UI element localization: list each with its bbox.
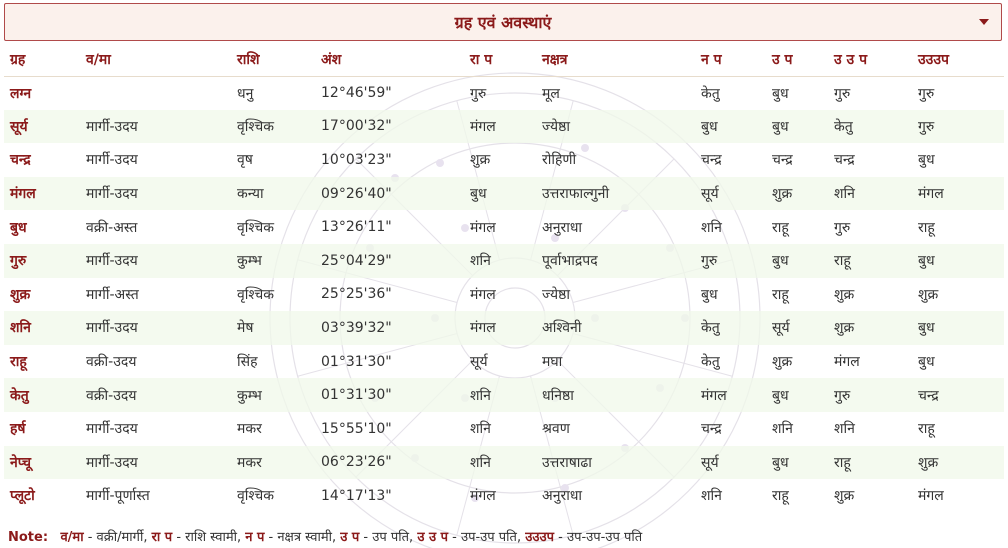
table-row [4,177,1004,211]
table-row [4,278,1004,312]
note-text: - उप-उप-उप पति [554,530,643,545]
col-header-nakshatra-lord: न प [701,51,722,68]
note-legend [8,527,642,545]
cell-motion: मार्गी-पूर्णास्त [86,488,150,505]
cell-sub-sub-sub-lord: मंगल [918,488,944,505]
cell-motion: मार्गी-उदय [86,118,138,135]
cell-sign: धनु [237,85,254,102]
panel-title: ग्रह एवं अवस्थाएं [454,13,552,32]
cell-sub-sub-sub-lord: राहू [918,421,935,438]
cell-nakshatra: मघा [542,354,563,371]
cell-sign: वृश्चिक [237,286,275,303]
cell-sub-sub-lord: शुक्र [834,488,855,505]
table-row [4,244,1004,278]
cell-sub-sub-sub-lord: गुरु [918,85,935,102]
cell-sub-sub-sub-lord: राहू [918,219,935,236]
cell-motion: मार्गी-अस्त [86,286,139,303]
note-key: रा प [151,530,173,545]
cell-degree: 03°39'32" [321,319,392,336]
cell-sign: मकर [237,454,262,471]
col-header-sub-lord: उ प [772,51,793,68]
col-header-nakshatra: नक्षत्र [542,51,568,68]
table-row [4,345,1004,379]
cell-sub-sub-lord: चन्द्र [834,152,855,169]
cell-planet: प्लूटो [10,488,35,505]
cell-sign-lord: मंगल [470,219,496,236]
cell-degree: 17°00'32" [321,118,392,135]
note-label: Note: [8,530,49,545]
cell-nakshatra: ज्येष्ठा [542,286,570,303]
cell-planet: राहू [10,354,27,371]
cell-nakshatra: रोहिणी [542,152,577,169]
cell-sub-sub-sub-lord: मंगल [918,186,944,203]
cell-motion: मार्गी-उदय [86,152,138,169]
cell-sign: मेष [237,320,254,337]
cell-sign-lord: मंगल [470,488,496,505]
caret-down-icon[interactable] [979,19,989,25]
table-row [4,378,1004,412]
table-row [4,311,1004,345]
cell-degree: 12°46'59" [321,85,392,102]
note-key: उउउप [525,530,554,545]
cell-sign-lord: शनि [470,454,491,471]
col-header-sign: राशि [237,51,260,68]
cell-nakshatra-lord: बुध [701,286,718,303]
cell-motion: मार्गी-उदय [86,421,138,438]
cell-sub-lord: बुध [772,118,789,135]
cell-sign-lord: शनि [470,421,491,438]
cell-nakshatra: उत्तराफाल्गुनी [542,186,610,203]
cell-sign: मकर [237,421,262,438]
cell-sub-sub-lord: मंगल [834,354,860,371]
cell-sub-sub-sub-lord: चन्द्र [918,387,939,404]
cell-sub-sub-lord: राहू [834,253,851,270]
col-header-motion: व/मा [86,51,111,68]
cell-nakshatra: उत्तराषाढा [542,454,592,471]
cell-sub-sub-sub-lord: शुक्र [918,286,939,303]
note-key: उ उ प [417,530,448,545]
cell-sign: वृश्चिक [237,219,275,236]
cell-sign-lord: शनि [470,387,491,404]
cell-motion: वक्री-अस्त [86,219,138,236]
table-row [4,479,1004,513]
cell-sign-lord: सूर्य [470,354,488,371]
table-row [4,210,1004,244]
cell-nakshatra-lord: मंगल [701,387,727,404]
cell-nakshatra-lord: शनि [701,219,722,236]
cell-sign: वृष [237,152,253,169]
cell-sign-lord: बुध [470,186,487,203]
note-text: - नक्षत्र स्वामी, [264,530,341,545]
cell-planet: शनि [10,320,31,337]
cell-degree: 14°17'13" [321,487,392,504]
cell-sign-lord: मंगल [470,118,496,135]
cell-sub-lord: सूर्य [772,320,790,337]
cell-nakshatra-lord: शनि [701,488,722,505]
col-header-planet: ग्रह [10,51,26,68]
note-text: - उप पति, [359,530,418,545]
cell-planet: बुध [10,219,27,236]
cell-nakshatra-lord: चन्द्र [701,152,722,169]
cell-planet: मंगल [10,186,36,203]
cell-sub-lord: चन्द्र [772,152,793,169]
cell-sign-lord: मंगल [470,320,496,337]
cell-sign: कुम्भ [237,387,262,404]
cell-sign-lord: शनि [470,253,491,270]
cell-nakshatra-lord: चन्द्र [701,421,722,438]
note-key: उ प [340,530,360,545]
note-item [340,530,417,545]
cell-sign: कुम्भ [237,253,262,270]
cell-motion: मार्गी-उदय [86,454,138,471]
planet-table [4,43,1004,513]
cell-degree: 06°23'26" [321,454,392,471]
cell-sign: कन्या [237,186,264,203]
cell-nakshatra: श्रवण [542,421,570,438]
cell-nakshatra: धनिष्ठा [542,387,574,404]
cell-sub-lord: राहू [772,286,789,303]
cell-sub-sub-sub-lord: बुध [918,253,935,270]
note-item [152,530,246,545]
cell-nakshatra: ज्येष्ठा [542,118,570,135]
table-row [4,76,1004,110]
cell-sign: सिंह [237,354,258,371]
cell-sub-sub-lord: शुक्र [834,320,855,337]
cell-motion: मार्गी-उदय [86,186,138,203]
cell-motion: मार्गी-उदय [86,253,138,270]
cell-sign: वृश्चिक [237,488,275,505]
cell-planet: लग्न [10,85,32,102]
col-header-degree: अंश [321,51,342,68]
cell-sign-lord: मंगल [470,286,496,303]
cell-degree: 09°26'40" [321,185,392,202]
cell-planet: नेप्चू [10,454,31,471]
cell-degree: 25°25'36" [321,286,392,303]
cell-sub-sub-lord: गुरु [834,85,851,102]
cell-sub-lord: शुक्र [772,354,793,371]
cell-planet: हर्ष [10,421,26,438]
cell-sub-lord: बुध [772,454,789,471]
cell-nakshatra-lord: सूर्य [701,186,719,203]
note-key: न प [245,530,265,545]
cell-nakshatra: पूर्वाभाद्रपद [542,253,598,270]
table-row [4,412,1004,446]
note-text: - राशि स्वामी, [172,530,246,545]
cell-motion: वक्री-उदय [86,354,137,371]
cell-nakshatra-lord: केतु [701,320,720,337]
cell-degree: 10°03'23" [321,151,392,168]
cell-sub-sub-lord: गुरु [834,219,851,236]
cell-nakshatra: अनुराधा [542,219,583,236]
cell-sub-sub-lord: शुक्र [834,286,855,303]
cell-sub-sub-sub-lord: बुध [918,354,935,371]
cell-sub-sub-sub-lord: शुक्र [918,454,939,471]
cell-sign-lord: शुक्र [470,152,491,169]
cell-planet: केतु [10,387,29,404]
col-header-sign-lord: रा प [470,51,493,68]
note-item [52,530,151,545]
note-item [245,530,340,545]
cell-nakshatra-lord: बुध [701,118,718,135]
note-text: - उप-उप पति, [448,530,526,545]
col-header-sub-sub-lord: उ उ प [834,51,868,68]
note-item [417,530,525,545]
cell-sub-sub-lord: गुरु [834,387,851,404]
panel-header[interactable] [4,3,1002,41]
cell-sub-lord: राहू [772,488,789,505]
cell-nakshatra: अश्विनी [542,320,582,337]
cell-nakshatra-lord: केतु [701,85,720,102]
col-header-sub-sub-sub-lord: उउउप [918,51,949,68]
cell-motion: मार्गी-उदय [86,320,138,337]
cell-degree: 01°31'30" [321,387,392,404]
cell-sub-lord: बुध [772,387,789,404]
table-row [4,110,1004,144]
note-text: - वक्री/मार्गी, [83,530,152,545]
note-item [525,530,642,545]
cell-nakshatra-lord: गुरु [701,253,718,270]
cell-nakshatra: अनुराधा [542,488,583,505]
table-row [4,143,1004,177]
cell-sub-sub-sub-lord: गुरु [918,118,935,135]
cell-motion [80,76,231,110]
cell-degree: 13°26'11" [321,219,392,236]
cell-degree: 25°04'29" [321,252,392,269]
cell-sign: वृश्चिक [237,118,275,135]
cell-sub-lord: बुध [772,85,789,102]
cell-planet: सूर्य [10,118,28,135]
cell-sub-sub-sub-lord: बुध [918,320,935,337]
cell-degree: 01°31'30" [321,353,392,370]
cell-planet: गुरु [10,253,27,270]
cell-sub-sub-sub-lord: बुध [918,152,935,169]
note-key: व/मा [60,530,84,545]
cell-sub-sub-lord: केतु [834,118,853,135]
table-row [4,446,1004,480]
cell-sub-sub-lord: शनि [834,186,855,203]
cell-planet: शुक्र [10,286,31,303]
cell-sub-lord: बुध [772,253,789,270]
cell-sub-sub-lord: राहू [834,454,851,471]
cell-nakshatra-lord: केतु [701,354,720,371]
cell-degree: 15°55'10" [321,420,392,437]
cell-nakshatra-lord: सूर्य [701,454,719,471]
cell-sub-lord: शनि [772,421,793,438]
cell-sub-lord: शुक्र [772,186,793,203]
cell-sign-lord: गुरु [470,85,487,102]
cell-motion: वक्री-उदय [86,387,137,404]
cell-planet: चन्द्र [10,152,31,169]
cell-sub-sub-lord: शनि [834,421,855,438]
cell-nakshatra: मूल [542,85,560,102]
cell-sub-lord: राहू [772,219,789,236]
table-header-row [4,43,1004,76]
